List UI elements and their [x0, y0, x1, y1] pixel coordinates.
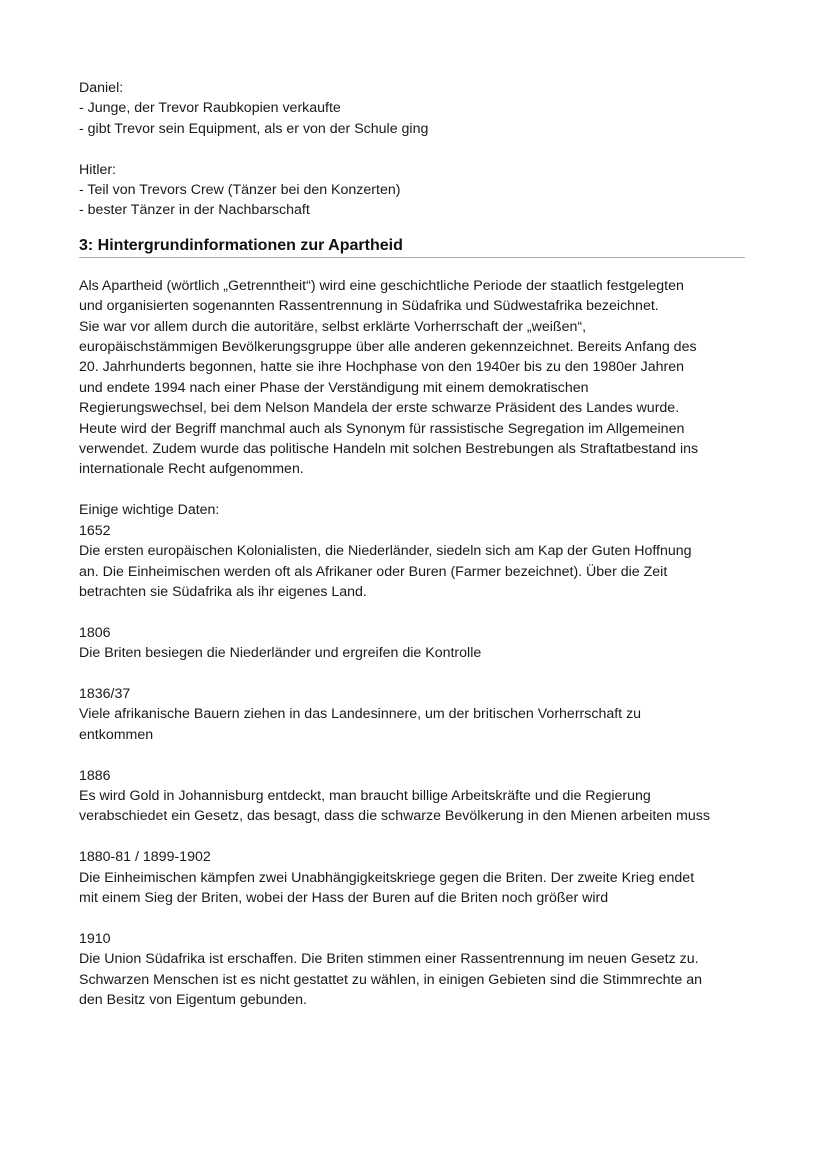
event-year: 1910 — [79, 930, 111, 947]
paragraph-gap — [79, 908, 745, 928]
paragraph-gap — [79, 480, 745, 500]
character-note: - Junge, der Trevor Raubkopien verkaufte — [79, 100, 341, 117]
character-note: - Teil von Trevors Crew (Tänzer bei den Konzerten) — [79, 182, 401, 199]
paragraph-line: Als Apartheid (wörtlich „Getrenntheit“) wird eine geschichtliche Periode der staatlich festgelegten — [79, 277, 684, 294]
event-text-line: verabschiedet ein Gesetz, das besagt, dass die schwarze Bevölkerung in den Mienen arbeiten muss — [79, 808, 710, 825]
timeline-event — [79, 766, 745, 827]
event-year: 1836/37 — [79, 685, 131, 702]
paragraph-line: verwendet. Zudem wurde das politische Handeln mit solchen Bestrebungen als Straftatbestand ins — [79, 441, 699, 458]
timeline-event — [79, 623, 745, 664]
timeline-event — [79, 929, 745, 1011]
event-text-line: Die Briten besiegen die Niederländer und ergreifen die Kontrolle — [79, 645, 482, 662]
paragraph-gap — [79, 745, 745, 765]
event-year: 1880-81 / 1899-1902 — [79, 849, 211, 866]
event-year: 1652 — [79, 522, 111, 539]
event-year: 1886 — [79, 767, 111, 784]
event-text-line: Viele afrikanische Bauern ziehen in das Landesinnere, um der britischen Vorherrschaft zu — [79, 706, 642, 723]
character-entry-daniel — [79, 78, 745, 139]
event-text-line: den Besitz von Eigentum gebunden. — [79, 991, 307, 1008]
event-text-line: an. Die Einheimischen werden oft als Afrikaner oder Buren (Farmer bezeichnet). Über die Zeit — [79, 563, 668, 580]
event-text-line: betrachten sie Südafrika als ihr eigenes Land. — [79, 583, 367, 600]
character-name: Hitler: — [79, 161, 117, 178]
intro-paragraph — [79, 276, 745, 480]
character-note: - bester Tänzer in der Nachbarschaft — [79, 202, 310, 219]
event-text-line: entkommen — [79, 726, 154, 743]
event-text-line: Die ersten europäischen Kolonialisten, die Niederländer, siedeln sich am Kap der Guten Hoffnung — [79, 543, 692, 560]
paragraph-gap — [79, 664, 745, 684]
paragraph-line: europäischstämmigen Bevölkerungsgruppe über alle anderen gekennzeichnet. Bereits Anfang des — [79, 339, 697, 356]
paragraph-gap — [79, 139, 745, 159]
paragraph-line: Sie war vor allem durch die autoritäre, selbst erklärte Vorherrschaft der „weißen“, — [79, 318, 587, 335]
document-body — [79, 78, 745, 1010]
event-text-line: Die Union Südafrika ist erschaffen. Die Briten stimmen einer Rassentrennung im neuen Gesetz zu. — [79, 951, 699, 968]
timeline-event — [79, 684, 745, 745]
timeline-event — [79, 521, 745, 603]
paragraph-gap — [79, 827, 745, 847]
paragraph-gap — [79, 602, 745, 622]
character-note: - gibt Trevor sein Equipment, als er von der Schule ging — [79, 120, 429, 137]
character-name: Daniel: — [79, 80, 124, 96]
paragraph-line: internationale Recht aufgenommen. — [79, 461, 304, 478]
paragraph-line: und organisierten sogenannten Rassentrennung in Südafrika und Südwestafrika bezeichnet. — [79, 298, 659, 315]
event-year: 1806 — [79, 624, 111, 641]
section-heading: 3: Hintergrundinformationen zur Apartheid — [79, 236, 403, 254]
paragraph-line: 20. Jahrhunderts begonnen, hatte sie ihre Hochphase von den 1940er bis zu den 1980er Jahren — [79, 359, 684, 376]
event-text-line: Die Einheimischen kämpfen zwei Unabhängigkeitskriege gegen die Briten. Der zweite Krieg endet — [79, 869, 695, 886]
event-text-line: Schwarzen Menschen ist es nicht gestattet zu wählen, in einigen Gebieten sind die Stimmrechte an — [79, 971, 703, 988]
character-entry-hitler — [79, 160, 745, 221]
event-text-line: mit einem Sieg der Briten, wobei der Hass der Buren auf die Briten noch größer wird — [79, 889, 609, 906]
event-text-line: Es wird Gold in Johannisburg entdeckt, man braucht billige Arbeitskräfte und die Regierung — [79, 787, 651, 804]
paragraph-line: Regierungswechsel, bei dem Nelson Mandela der erste schwarze Präsident des Landes wurde. — [79, 400, 680, 417]
paragraph-line: und endete 1994 nach einer Phase der Verständigung mit einem demokratischen — [79, 379, 589, 396]
section-heading-rule — [79, 231, 745, 258]
dates-label: Einige wichtige Daten: — [79, 502, 220, 519]
paragraph-line: Heute wird der Begriff manchmal auch als Synonym für rassistische Segregation im Allgemeinen — [79, 420, 685, 437]
timeline-event — [79, 847, 745, 908]
